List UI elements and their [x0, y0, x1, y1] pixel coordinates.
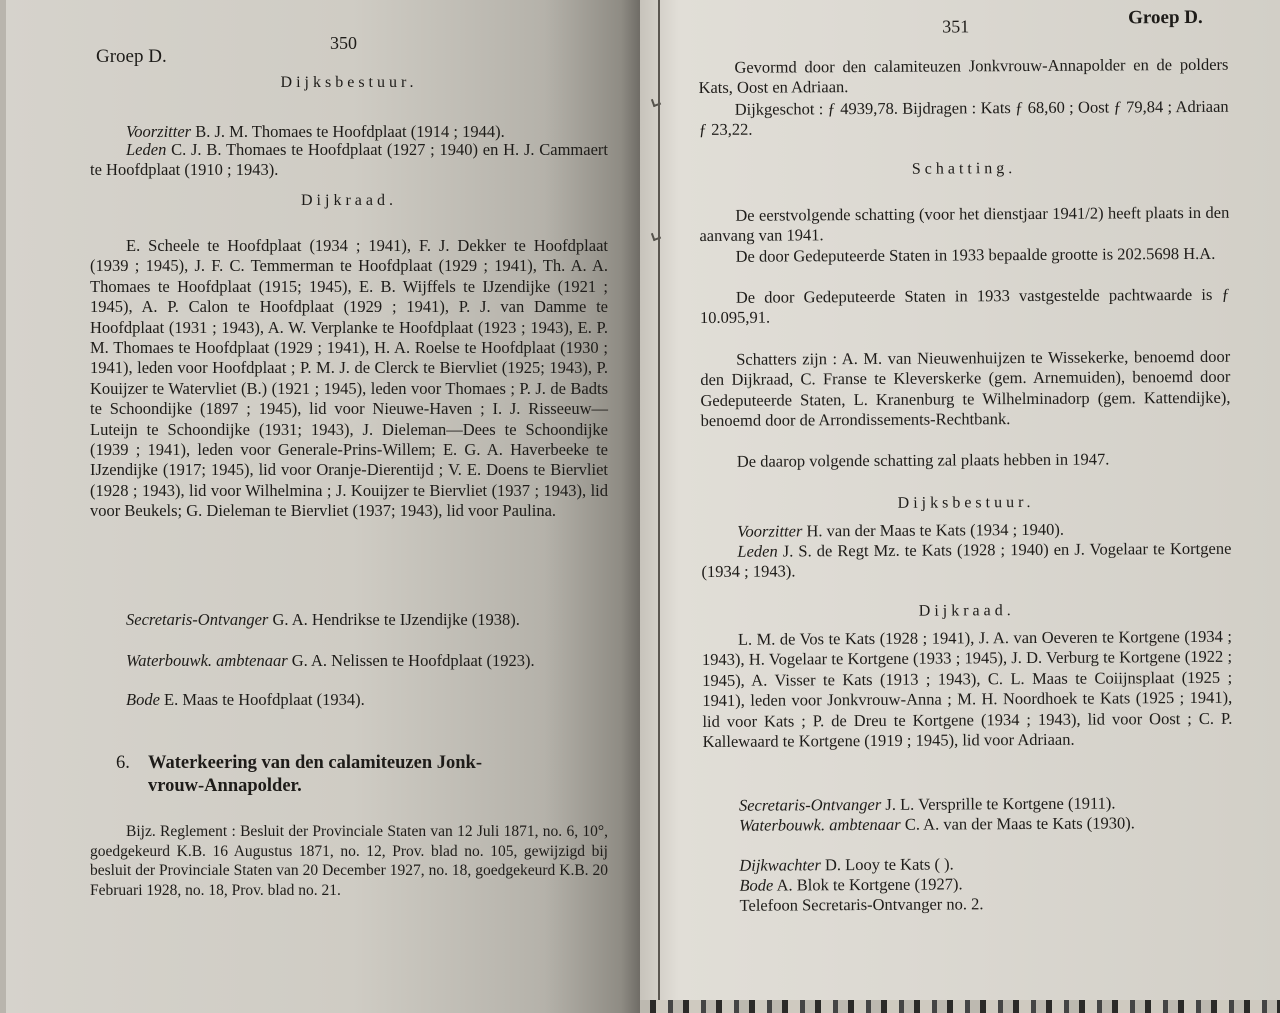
telefoon: [703, 893, 1233, 917]
role-label: Bode: [739, 875, 774, 895]
running-head: Groep D.: [96, 46, 167, 67]
intro-text: Gevormd door den calamiteuzen Jonkvrouw-Annapolder en de polders Kats, Oost en Adriaan.: [698, 54, 1229, 98]
role-label: Bode: [126, 690, 160, 709]
role-text: A. Blok te Kortgene (1927).: [776, 874, 963, 895]
section-heading-dijksbestuur: Dijksbestuur.: [280, 74, 418, 91]
role-text: J. S. de Regt Mz. te Kats (1928 ; 1940) en J. Vogelaar te Kortgene (1934 ; 1943).: [701, 538, 1232, 582]
section-title: [116, 752, 606, 798]
role-text: G. A. Hendrikse te IJzendijke (1938).: [272, 610, 520, 629]
role-label: Dijkwachter: [739, 855, 821, 875]
telefoon-text: Telefoon Secretaris-Ontvanger no. 2.: [739, 894, 984, 915]
dijksbestuur-leden: [90, 140, 608, 181]
book-gutter: [658, 0, 660, 1013]
role-text: B. J. M. Thomaes te Hoofdplaat (1914 ; 1944).: [195, 122, 505, 141]
role-text: J. L. Versprille te Kortgene (1911).: [885, 793, 1116, 814]
role-text: C. J. B. Thomaes te Hoofdplaat (1927 ; 1940) en H. J. Cammaert te Hoofdplaat (1910 ; 1943).: [90, 140, 608, 180]
page-number: 351: [942, 16, 970, 37]
dijkgeschot-text: Dijkgeschot : ƒ 4939,78. Bijdragen : Kats ƒ 68,60 ; Oost ƒ 79,84 ; Adriaan ƒ 23,22.: [698, 96, 1229, 140]
schatters-text: Schatters zijn : A. M. van Nieuwenhuijzen te Wissekerke, benoemd door den Dijkraad, C. Franse te Kleverskerke (gem. Arnemuiden), benoemd door Gedeputeerde Staten, L. Kranenburg te Wilhelminadorp (gem. Kattendijke), benoemd door de Arrondissements-Rechtbank.: [700, 346, 1231, 431]
schatting-p3: [700, 285, 1230, 329]
schatting-next: [701, 449, 1231, 473]
schatting-next-text: De daarop volgende schatting zal plaats hebben in 1947.: [736, 449, 1110, 471]
dijkgeschot: [699, 97, 1229, 141]
schatting-text: De door Gedeputeerde Staten in 1933 vastgestelde pachtwaarde is ƒ 10.095,91.: [699, 284, 1230, 328]
schatting-p1: [699, 203, 1229, 247]
role-label: Secretaris-Ontvanger: [126, 610, 269, 629]
schatting-text: De door Gedeputeerde Staten in 1933 bepaalde grootte is 202.5698 H.A.: [735, 243, 1216, 266]
role-text: C. A. van der Maas te Kats (1930).: [904, 813, 1135, 834]
section-heading-dijkraad: Dijkraad.: [301, 192, 397, 209]
page-number: 350: [330, 33, 357, 53]
schatting-text: De eerstvolgende schatting (voor het dienstjaar 1941/2) heeft plaats in den aanvang van 1941.: [699, 202, 1230, 246]
bijzonder-reglement: [90, 822, 608, 900]
dijkraad-members: [702, 627, 1233, 753]
role-label: Secretaris-Ontvanger: [738, 794, 882, 815]
schatters: [700, 347, 1230, 432]
section-heading-dijksbestuur: Dijksbestuur.: [897, 493, 1035, 512]
section-title-line2: vrouw-Annapolder.: [148, 776, 302, 796]
role-label: Voorzitter: [737, 521, 803, 541]
section-heading-dijkraad: Dijkraad.: [918, 602, 1015, 620]
running-head: Groep D.: [1128, 6, 1203, 29]
role-label: Voorzitter: [126, 122, 192, 141]
section-title-line1: Waterkeering van den calamiteuzen Jonk-: [148, 753, 483, 773]
role-label: Waterbouwk. ambtenaar: [126, 651, 288, 670]
section-number: 6.: [116, 753, 130, 773]
reglement-text: Bijz. Reglement : Besluit der Provinciale Staten van 12 Juli 1871, no. 6, 10°, goedgekeurd K.B. 16 Augustus 1871, no. 12, Prov. blad no. 105, gewijzigd bij besluit der Provinciale Staten van 20 December 1927, no. 18, goedgekeurd K.B. 20 Februari 1928, no. 18, Prov. blad no. 21.: [90, 823, 608, 899]
section-heading-schatting: Schatting.: [911, 160, 1017, 178]
polder-intro: [698, 55, 1228, 99]
dijkraad-members: [90, 236, 608, 522]
dijkraad-text: L. M. de Vos te Kats (1928 ; 1941), J. A. van Oeveren te Kortgene (1934 ; 1943), H. Vogelaar te Kortgene (1933 ; 1945), J. D. Verburg te Kortgene (1922 ; 1945), A. Visser te Kats (1913 ; 1943), C. L. Maas te Coiijnsplaat (1925 ; 1941), leden voor Jonkvrouw-Anna ; M. H. Noordhoek te Kats (1925 ; 1941), lid voor Kats ; P. de Dreu te Kortgene (1934 ; 1943), lid voor Oost ; C. P. Kallewaard te Kortgene (1919 ; 1945), lid voor Adriaan.: [701, 626, 1233, 752]
schatting-p2: [700, 244, 1230, 268]
role-text: H. van der Maas te Kats (1934 ; 1940).: [806, 519, 1065, 541]
dijkraad-text: E. Scheele te Hoofdplaat (1934 ; 1941), F. J. Dekker te Hoofdplaat (1939 ; 1945), J. F. C. Temmerman te Hoofdplaat (1929 ; 1941), Th. A. A. Thomaes te Hoofdplaat (1915; 1945), E. B. Wijffels te IJzendijke (1921 ; 1945), A. P. Calon te Hoofdplaat (1929 ; 1941), P. J. van Damme te Hoofdplaat (1931 ; 1943), A. W. Verplanke te Hoofdplaat (1923 ; 1943), E. P. M. Thomaes te Hoofdplaat (1929 ; 1941), H. A. Roelse te Hoofdplaat (1930 ; 1941), leden voor Hoofdplaat ; P. M. J. de Clerck te Biervliet (1925; 1943), P. Kouijzer te Watervliet (B.) (1921 ; 1945), leden voor Thomaes ; P. J. de Badts te Schoondijke (1897 ; 1945), lid voor Nieuwe-Haven ; I. J. Risseeuw—Luteijn te Schoondijke (1931; 1943), J. Dieleman—Dees te Schoondijke (1939 ; 1941), leden voor Generale-Prins-Willem; E. G. A. Haverbeeke te IJzendijke (1917; 1945), lid voor Oranje-Dierentijd ; V. E. Doens te Biervliet (1928 ; 1943), lid voor Wilhelmina ; J. Kouijzer te Biervliet (1937 ; 1943), lid voor Beukels; G. Dieleman te Biervliet (1937; 1943), lid voor Paulina.: [90, 236, 608, 521]
right-page: [640, 0, 1280, 1000]
role-text: E. Maas te Hoofdplaat (1934).: [164, 690, 365, 709]
role-label: Leden: [737, 541, 778, 561]
page-edge: [0, 0, 6, 1013]
official-bode: [90, 690, 608, 710]
table-surface: [640, 1000, 1280, 1013]
official-secretaris: [90, 610, 608, 630]
dijksbestuur-leden: [701, 539, 1231, 583]
official-waterbouwk: [90, 651, 608, 671]
role-label: Waterbouwk. ambtenaar: [738, 814, 901, 835]
official-waterbouwk: [703, 813, 1233, 837]
role-text: D. Looy te Kats ( ).: [824, 854, 954, 875]
role-label: Leden: [126, 140, 167, 159]
role-text: G. A. Nelissen te Hoofdplaat (1923).: [291, 651, 535, 670]
